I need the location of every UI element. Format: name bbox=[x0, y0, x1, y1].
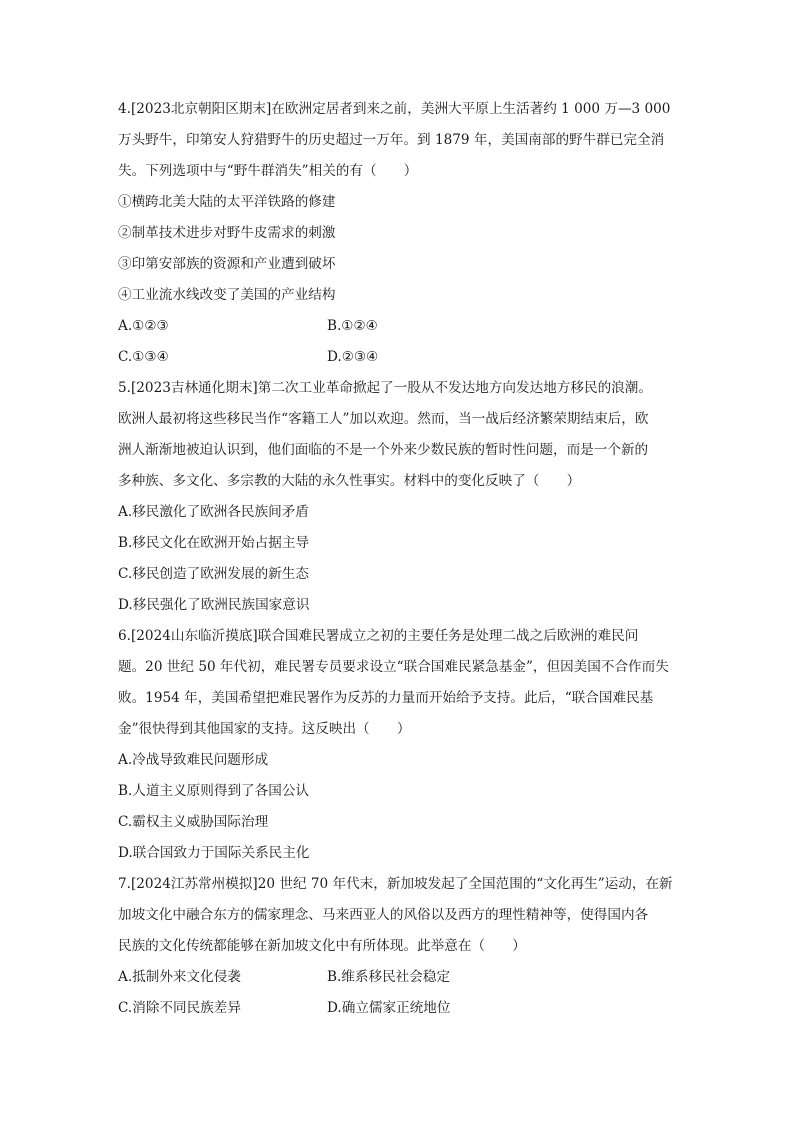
question-6-stem-line-3: 败。1954 年，美国希望把难民署作为反苏的力量而开始给予支持。此后，“联合国难民基 bbox=[118, 690, 654, 706]
question-7-option-b: B.维系移民社会稳定 bbox=[327, 969, 451, 985]
question-4-option-d: D.②③④ bbox=[327, 349, 379, 365]
question-7-stem-line-2: 加坡文化中融合东方的儒家理念、马来西亚人的风俗以及西方的理性精神等，使得国内各 bbox=[118, 907, 649, 923]
question-5-stem-line-2: 欧洲人最初将这些移民当作“客籍工人”加以欢迎。然而，当一战后经济繁荣期结束后，欧 bbox=[118, 411, 649, 427]
question-4-item-4: ④工业流水线改变了美国的产业结构 bbox=[118, 287, 336, 303]
question-6-option-c: C.霸权主义威胁国际治理 bbox=[118, 814, 269, 830]
question-7-option-c: C.消除不同民族差异 bbox=[118, 1000, 241, 1016]
question-4-item-2: ②制革技术进步对野牛皮需求的刺激 bbox=[118, 225, 336, 241]
question-4-option-b: B.①②④ bbox=[327, 318, 378, 334]
question-6-stem-line-2: 题。20 世纪 50 年代初，难民署专员要求设立“联合国难民紧急基金”，但因美国不合作而失 bbox=[118, 659, 669, 675]
question-6 bbox=[118, 621, 678, 869]
question-6-stem-line-1: 6.[2024山东临沂摸底]联合国难民署成立之初的主要任务是处理二战之后欧洲的难民问 bbox=[118, 628, 639, 644]
question-6-stem-line-4: 金”很快得到其他国家的支持。这反映出（ ） bbox=[118, 721, 411, 737]
question-5-option-a: A.移民激化了欧洲各民族间矛盾 bbox=[118, 504, 309, 520]
question-7-stem-line-3: 民族的文化传统都能够在新加坡文化中有所体现。此举意在（ ） bbox=[118, 938, 526, 954]
question-5-option-c: C.移民创造了欧洲发展的新生态 bbox=[118, 566, 309, 582]
question-4-option-c: C.①③④ bbox=[118, 349, 169, 365]
question-5-stem-line-3: 洲人渐渐地被迫认识到，他们面临的不是一个外来少数民族的暂时性问题，而是一个新的 bbox=[118, 442, 649, 458]
question-4-options-row-1 bbox=[118, 311, 678, 342]
question-7-option-d: D.确立儒家正统地位 bbox=[327, 1000, 451, 1016]
question-5-option-d: D.移民强化了欧洲民族国家意识 bbox=[118, 597, 310, 613]
question-4-option-a: A.①②③ bbox=[118, 318, 169, 334]
question-7-options-row-2 bbox=[118, 993, 678, 1024]
question-7-option-a: A.抵制外来文化侵袭 bbox=[118, 969, 241, 985]
question-4-item-3: ③印第安部族的资源和产业遭到破坏 bbox=[118, 256, 336, 272]
question-6-option-d: D.联合国致力于国际关系民主化 bbox=[118, 845, 310, 861]
question-7 bbox=[118, 869, 678, 1024]
question-6-option-a: A.冷战导致难民问题形成 bbox=[118, 752, 269, 768]
question-4-stem-line-2: 万头野牛，印第安人狩猎野牛的历史超过一万年。到 1879 年，美国南部的野牛群已完全消 bbox=[118, 132, 665, 148]
question-4-stem-line-3: 失。下列选项中与“野牛群消失”相关的有（ ） bbox=[118, 163, 418, 179]
question-4-item-1: ①横跨北美大陆的太平洋铁路的修建 bbox=[118, 194, 336, 210]
question-list bbox=[118, 94, 678, 1024]
question-5-option-b: B.移民文化在欧洲开始占据主导 bbox=[118, 535, 310, 551]
question-5 bbox=[118, 373, 678, 621]
question-4 bbox=[118, 94, 678, 373]
question-4-stem-line-1: 4.[2023北京朝阳区期末]在欧洲定居者到来之前，美洲大平原上生活著约 1 000 万—3 000 bbox=[118, 101, 671, 117]
question-5-stem-line-4: 多种族、多文化、多宗教的大陆的永久性事实。材料中的变化反映了（ ） bbox=[118, 473, 581, 489]
question-7-options-row-1 bbox=[118, 962, 678, 993]
question-4-options-row-2 bbox=[118, 342, 678, 373]
question-7-stem-line-1: 7.[2024江苏常州模拟]20 世纪 70 年代末，新加坡发起了全国范围的“文化再生”运动，在新 bbox=[118, 876, 673, 892]
question-6-option-b: B.人道主义原则得到了各国公认 bbox=[118, 783, 310, 799]
question-5-stem-line-1: 5.[2023吉林通化期末]第二次工业革命掀起了一股从不发达地方向发达地方移民的浪潮。 bbox=[118, 380, 652, 396]
